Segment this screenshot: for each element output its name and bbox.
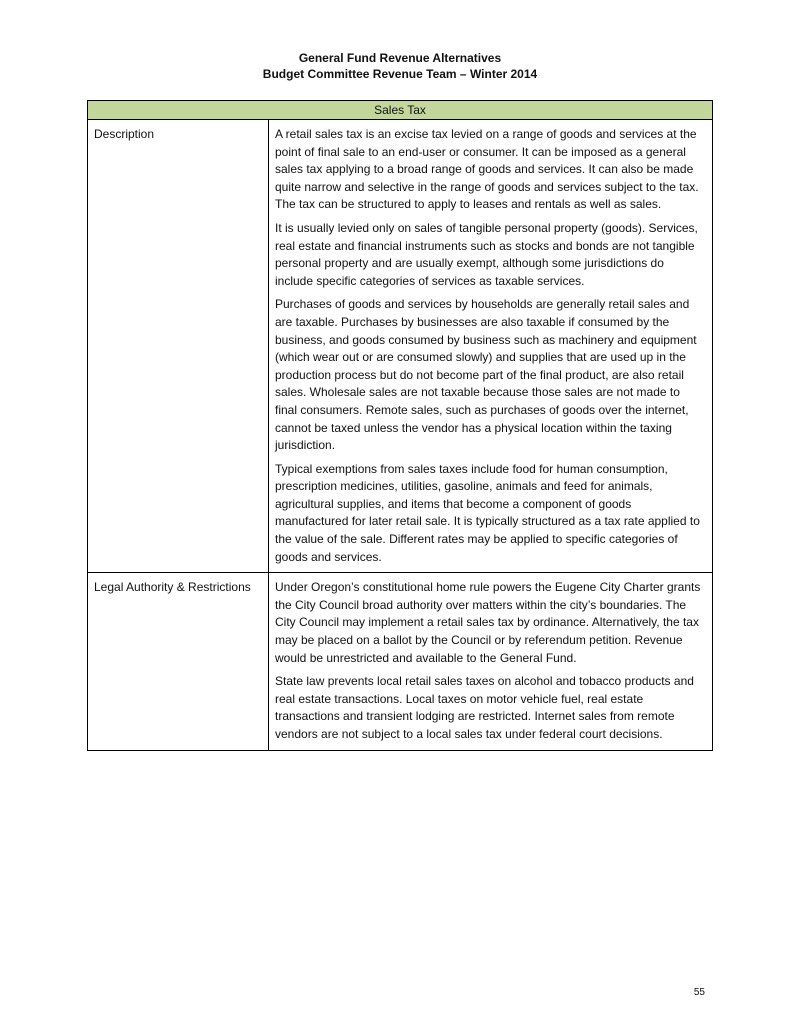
document-header xyxy=(0,50,800,82)
row-content xyxy=(269,120,713,573)
paragraph: State law prevents local retail sales taxes on alcohol and tobacco products and real estate transactions. Local taxes on motor vehicle fuel, real estate transactions and transient lodging are restricted. Internet sales from remote vendors are not subject to a local sales tax under federal court decisions. xyxy=(275,674,694,741)
paragraph: A retail sales tax is an excise tax levied on a range of goods and services at the point of final sale to an end-user or consumer. It can be imposed as a general sales tax applying to a broad range of goods and services. It can also be made quite narrow and selective in the range of goods and services subject to the tax. The tax can be structured to apply to leases and rentals as well as sales. xyxy=(275,127,699,212)
paragraph: It is usually levied only on sales of tangible personal property (goods). Services, real estate and financial instruments such as stocks and bonds are not tangible personal property and are usually exempt, although some jurisdictions do include specific categories of services as taxable services. xyxy=(275,220,698,288)
page-number: 55 xyxy=(693,987,705,998)
document-subtitle: Budget Committee Revenue Team – Winter 2014 xyxy=(262,67,538,81)
row-label: Legal Authority & Restrictions xyxy=(88,573,269,750)
paragraph: Purchases of goods and services by households are generally retail sales and are taxable. Purchases by businesses are also taxable if consumed by the business, and goods consumed by business such as machinery and equipment (which wear out or are consumed slowly) and supplies that are used up in the production process but do not become part of the final product, are also retail sales. Wholesale sales are not taxable because those sales are not made to final consumers. Remote sales, such as purchases of goods over the internet, cannot be taxed unless the vendor has a physical location within the taxing jurisdiction. xyxy=(275,297,697,453)
table-row-legal-authority xyxy=(88,573,713,750)
paragraph: Typical exemptions from sales taxes include food for human consumption, prescription medicines, utilities, gasoline, animals and feed for animals, agricultural supplies, and items that become a component of goods manufactured for later retail sale. It is typically structured as a tax rate applied to the value of the sale. Different rates may be applied to specific categories of goods and services. xyxy=(275,461,700,564)
paragraph: Under Oregon’s constitutional home rule powers the Eugene City Charter grants the City Council broad authority over matters within the city’s boundaries. The City Council may implement a retail sales tax by ordinance. Alternatively, the tax may be placed on a ballot by the Council or by referendum petition. Revenue would be unrestricted and available to the General Fund. xyxy=(275,580,701,665)
document-title: General Fund Revenue Alternatives xyxy=(298,51,502,65)
row-content xyxy=(269,573,713,750)
row-label: Description xyxy=(88,120,269,573)
table-row-description xyxy=(88,120,713,573)
sales-tax-table xyxy=(87,100,713,751)
table-title: Sales Tax xyxy=(88,101,713,120)
table-header-row xyxy=(88,101,713,120)
